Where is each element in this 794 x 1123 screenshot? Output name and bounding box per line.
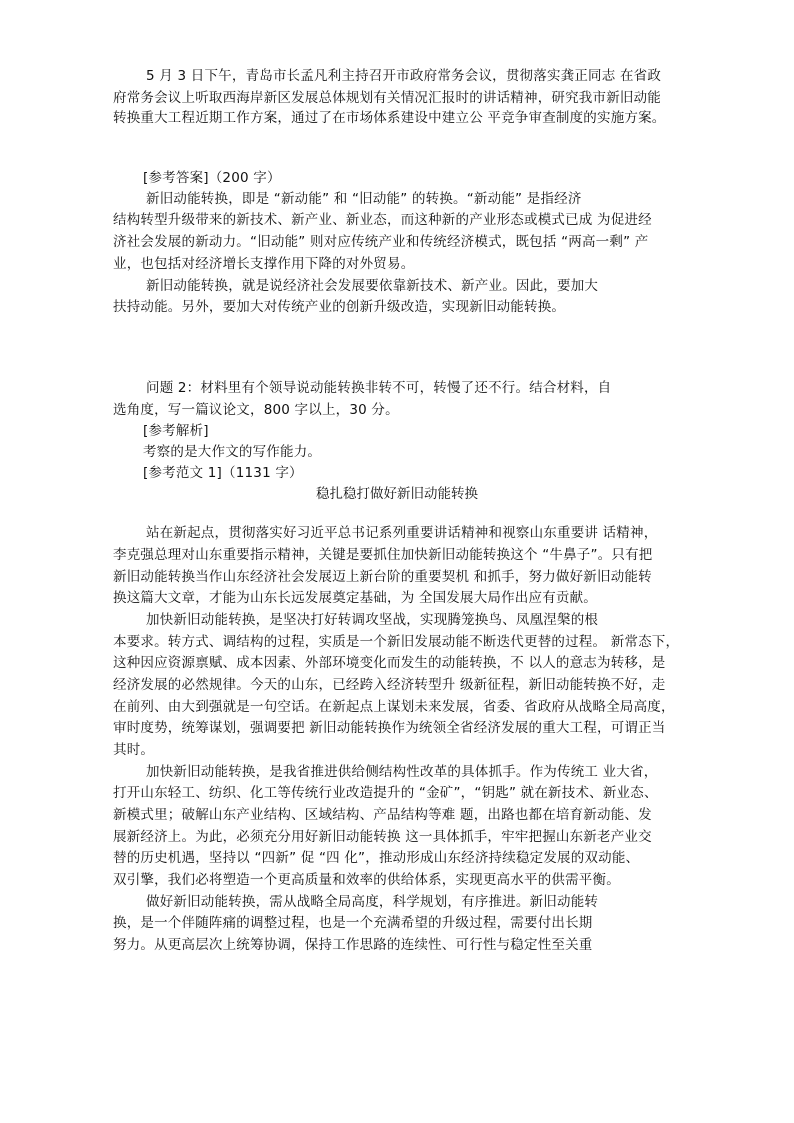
paragraph-line: 结构转型升级带来的新技术、新产业、新业态，而这种新的产业形态或模式已成 为促进经 <box>113 212 652 228</box>
essay-line: 打开山东轻工、纺织、化工等传统行业改造提升的 “金矿”，“钥匙” 就在新技术、新业态、 <box>113 785 658 801</box>
paragraph-line: 业，也包括对经济增长支撑作用下降的对外贸易。 <box>113 256 415 272</box>
essay-line: 这种因应资源禀赋、成本因素、外部环境变化而发生的动能转换，不 以人的意志为转移，是 <box>113 655 666 671</box>
essay-line: 换这篇大文章，才能为山东长远发展奠定基础，为 全国发展大局作出应有贡献。 <box>113 590 597 606</box>
analysis-label: [参考解析] <box>143 423 209 439</box>
essay-line: 新模式里；破解山东产业结构、区域结构、产品结构等难 题，出路也都在培育新动能、发 <box>113 807 652 823</box>
paragraph-line: 扶持动能。另外，要加大对传统产业的创新升级改造，实现新旧动能转换。 <box>113 299 566 315</box>
essay-line: 加快新旧动能转换，是坚决打好转调攻坚战，实现腾笼换鸟、凤凰涅槃的根 <box>146 612 599 628</box>
essay-title: 稳扎稳打做好新旧动能转换 <box>316 486 478 502</box>
essay-line: 本要求。转方式、调结构的过程，实质是一个新旧发展动能不断迭代更替的过程。 新常态下， <box>113 634 680 650</box>
essay-line: 加快新旧动能转换，是我省推进供给侧结构性改革的具体抓手。作为传统工 业大省， <box>146 764 658 780</box>
essay-line: 替的历史机遇，坚持以 “四新” 促 “四 化”，推动形成山东经济持续稳定发展的双动能、 <box>113 850 640 866</box>
essay-line: 换，是一个伴随阵痛的调整过程，也是一个充满希望的升级过程，需要付出长期 <box>113 915 593 931</box>
essay-line: 做好新旧动能转换，需从战略全局高度，科学规划，有序推进。新旧动能转 <box>146 894 599 910</box>
essay-line: 其时。 <box>113 742 155 758</box>
essay-line: 经济发展的必然规律。今天的山东，已经跨入经济转型升 级新征程，新旧动能转换不好，走 <box>113 677 666 693</box>
paragraph-line: 新旧动能转换，即是 “新动能” 和 “旧动能” 的转换。“新动能” 是指经济 <box>146 191 582 207</box>
essay-line: 在前列、由大到强就是一句空话。在新起点上谋划未来发展，省委、省政府从战略全局高度， <box>113 699 675 715</box>
answer-label: [参考答案]（200 字） <box>143 170 281 186</box>
analysis-text: 考察的是大作文的写作能力。 <box>143 444 322 460</box>
paragraph-line: 新旧动能转换，就是说经济社会发展要依靠新技术、新产业。因此，要加大 <box>146 278 599 294</box>
essay-label: [参考范文 1]（1131 字） <box>143 465 303 481</box>
essay-line: 双引擎，我们必将塑造一个更高质量和效率的供给体系，实现更高水平的供需平衡。 <box>113 872 620 888</box>
essay-line: 审时度势，统筹谋划，强调要把 新旧动能转换作为统领全省经济发展的重大工程，可谓正当 <box>113 720 666 736</box>
essay-line: 努力。从更高层次上统筹协调，保持工作思路的连续性、可行性与稳定性至关重 <box>113 937 593 953</box>
question-line: 选角度，写一篇议论文，800 字以上，30 分。 <box>113 402 399 418</box>
question-line: 问题 2：材料里有个领导说动能转换非转不可，转慢了还不行。结合材料，自 <box>146 380 612 396</box>
paragraph-line: 转换重大工程近期工作方案，通过了在市场体系建设中建立公 平竞争审查制度的实施方案。 <box>113 110 666 126</box>
essay-line: 新旧动能转换当作山东经济社会发展迈上新台阶的重要契机 和抓手，努力做好新旧动能转 <box>113 569 652 585</box>
essay-line: 站在新起点，贯彻落实好习近平总书记系列重要讲话精神和视察山东重要讲 话精神， <box>146 525 658 541</box>
essay-line: 李克强总理对山东重要指示精神，关键是要抓住加快新旧动能转换这个 “牛鼻子”。只有把 <box>113 547 653 563</box>
paragraph-line: 5 月 3 日下午，青岛市长孟凡利主持召开市政府常务会议，贯彻落实龚正同志 在省政 <box>146 68 662 84</box>
paragraph-line: 济社会发展的新动力。“旧动能” 则对应传统产业和传统经济模式，既包括 “两高一剩” 产 <box>113 234 649 250</box>
paragraph-line: 府常务会议上听取西海岸新区发展总体规划有关情况汇报时的讲话精神，研究我市新旧动能 <box>113 90 661 106</box>
essay-line: 展新经济上。为此，必须充分用好新旧动能转换 这一具体抓手，牢牢把握山东新老产业交 <box>113 829 652 845</box>
